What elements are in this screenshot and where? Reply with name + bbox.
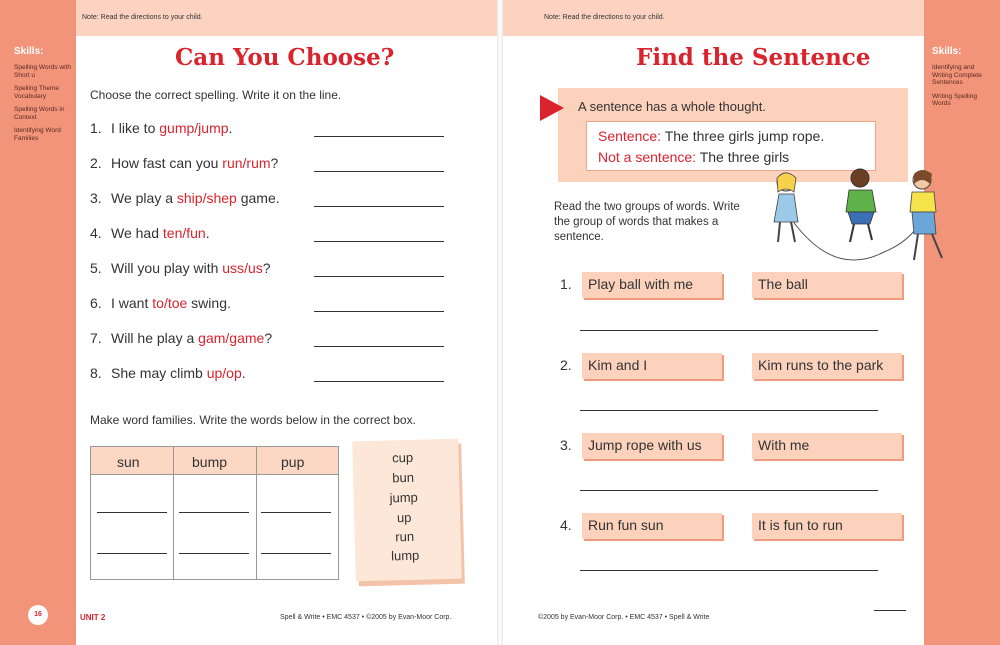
item-number: 6. (90, 295, 102, 311)
option-a[interactable]: Kim and I (582, 353, 722, 379)
callout-heading: A sentence has a whole thought. (578, 99, 766, 114)
option-a[interactable]: Jump rope with us (582, 433, 722, 459)
directions: Read the two groups of words. Write the group of words that makes a sentence. (554, 201, 740, 243)
write-line[interactable] (179, 512, 249, 513)
write-line[interactable] (261, 553, 331, 554)
page-title: Find the Sentence (636, 44, 871, 71)
option-b[interactable]: Kim runs to the park (752, 353, 902, 379)
word-bank-item: jump (389, 489, 418, 506)
column-divider (173, 447, 174, 579)
skill-item: Spelling Words with Short u (14, 64, 71, 79)
word-bank-item: lump (390, 547, 420, 564)
right-page (500, 0, 1000, 645)
column-divider (256, 447, 257, 579)
question-item (90, 295, 450, 315)
question-item (90, 190, 450, 210)
question-item (90, 225, 450, 245)
skills-title: Skills: (932, 46, 962, 57)
skill-item: Identifying and Writing Complete Sentences (932, 64, 982, 86)
item-number: 1. (90, 120, 102, 136)
word-family-table (90, 446, 339, 580)
question-number: 1. (560, 276, 572, 292)
item-text: I want to/toe swing. (111, 295, 231, 311)
item-text: How fast can you run/rum? (111, 155, 279, 171)
question-item (90, 365, 450, 385)
table-header-bump: bump (192, 454, 228, 470)
answer-line[interactable] (314, 311, 444, 312)
footer-copyright: Spell & Write • EMC 4537 • ©2005 by Evan-Moor Corp. (280, 614, 452, 621)
page-number: 16 (28, 605, 48, 625)
directions: Choose the correct spelling. Write it on the line. (90, 88, 342, 102)
skills-list (14, 64, 76, 148)
option-a[interactable]: Run fun sun (582, 513, 722, 539)
item-number: 5. (90, 260, 102, 276)
sidebar-corner (924, 0, 1000, 36)
note-text: Note: Read the directions to your child. (82, 14, 203, 21)
table-header-sun: sun (117, 454, 140, 470)
answer-line[interactable] (580, 330, 878, 331)
skill-item: Identifying Word Families (14, 127, 61, 142)
word-bank-item: bun (392, 469, 415, 486)
item-text: She may climb up/op. (111, 365, 246, 381)
question-item (90, 155, 450, 175)
kids-jumping-rope-illustration (764, 160, 954, 270)
answer-line[interactable] (314, 346, 444, 347)
write-line[interactable] (261, 512, 331, 513)
word-bank-item: run (395, 528, 415, 545)
item-text: Will you play with uss/us? (111, 260, 271, 276)
answer-line[interactable] (580, 410, 878, 411)
word-bank-item: up (396, 509, 412, 526)
answer-line[interactable] (580, 570, 878, 571)
book-spine (497, 0, 503, 645)
skill-item: Spelling Words in Context (14, 106, 65, 121)
option-b[interactable]: With me (752, 433, 902, 459)
word-bank-item: cup (391, 449, 414, 466)
answer-line[interactable] (314, 241, 444, 242)
item-number: 7. (90, 330, 102, 346)
flag-icon (540, 95, 564, 121)
question-number: 2. (560, 357, 572, 373)
write-line[interactable] (97, 512, 167, 513)
option-b[interactable]: The ball (752, 272, 902, 298)
item-text: Will he play a gam/game? (111, 330, 273, 346)
option-b[interactable]: It is fun to run (752, 513, 902, 539)
answer-line[interactable] (314, 171, 444, 172)
question-item (90, 260, 450, 280)
skills-list (932, 64, 994, 114)
item-number: 4. (90, 225, 102, 241)
skills-title: Skills: (14, 46, 44, 57)
unit-label: UNIT 2 (80, 613, 106, 622)
page-title: Can You Choose? (175, 44, 395, 71)
answer-line[interactable] (314, 136, 444, 137)
write-line[interactable] (97, 553, 167, 554)
word-family-directions: Make word families. Write the words below in the correct box. (90, 413, 416, 427)
example-sentence: Sentence: The three girls jump rope. (598, 128, 825, 144)
item-number: 3. (90, 190, 102, 206)
skills-sidebar (924, 36, 1000, 645)
write-line[interactable] (179, 553, 249, 554)
item-text: We had ten/fun. (111, 225, 210, 241)
sidebar-corner (0, 0, 76, 36)
skill-item: Spelling Theme Vocabulary (14, 85, 60, 100)
word-bank-card (352, 439, 462, 582)
note-text: Note: Read the directions to your child. (544, 14, 665, 21)
footer-copyright: ©2005 by Evan-Moor Corp. • EMC 4537 • Spell & Write (538, 614, 710, 621)
answer-line[interactable] (314, 381, 444, 382)
table-header-pup: pup (281, 454, 305, 470)
example-not-sentence: Not a sentence: The three girls (598, 149, 790, 165)
footer-rule (874, 610, 906, 611)
option-a[interactable]: Play ball with me (582, 272, 722, 298)
answer-line[interactable] (580, 490, 878, 491)
item-number: 8. (90, 365, 102, 381)
question-item (90, 120, 450, 140)
item-number: 2. (90, 155, 102, 171)
item-text: I like to gump/jump. (111, 120, 233, 136)
skill-item: Writing Spelling Words (932, 92, 978, 107)
item-text: We play a ship/shep game. (111, 190, 280, 206)
answer-line[interactable] (314, 206, 444, 207)
question-item (90, 330, 450, 350)
question-number: 4. (560, 517, 572, 533)
answer-line[interactable] (314, 276, 444, 277)
question-number: 3. (560, 437, 572, 453)
